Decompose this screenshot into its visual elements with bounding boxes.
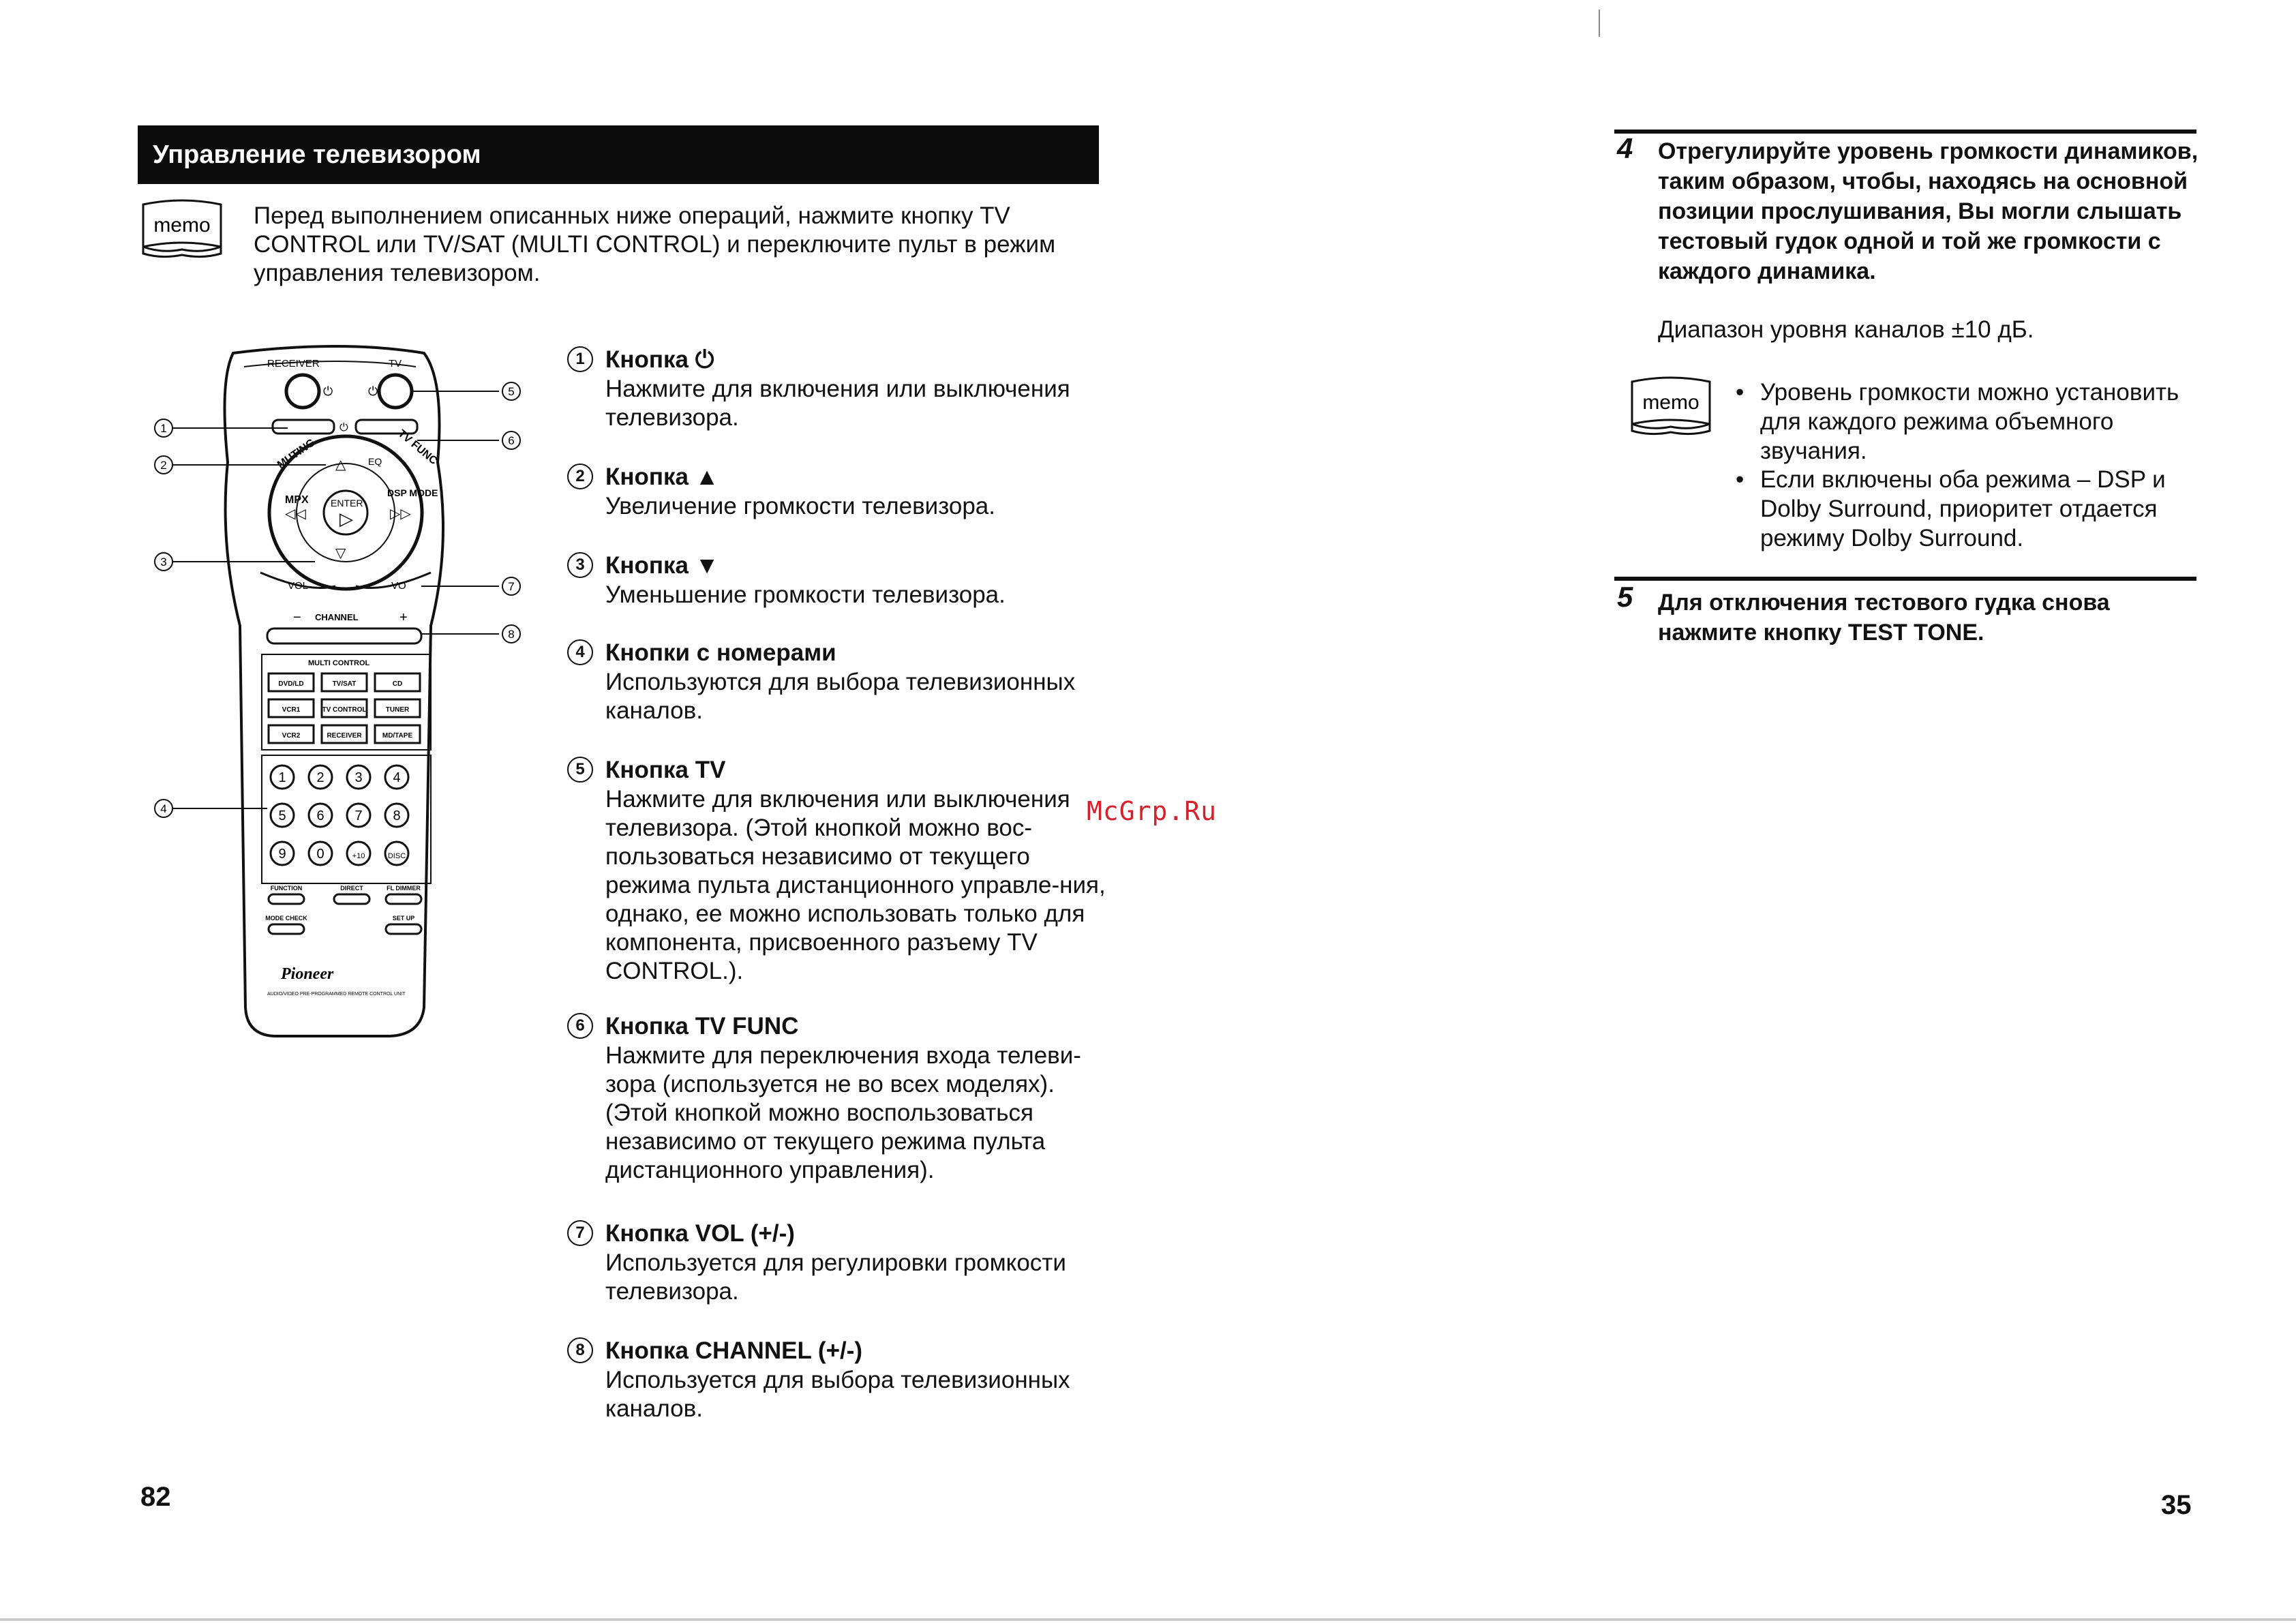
function-button[interactable] [269, 885, 304, 904]
callout-number: 3 [160, 556, 167, 568]
left-page-number: 82 [140, 1482, 171, 1512]
item-body: Увеличение громкости телевизора. [605, 493, 995, 519]
function-button-label: FUNCTION [270, 885, 303, 892]
callout-marker [502, 431, 520, 449]
item-heading: Кнопка ⏻ [605, 346, 714, 373]
item-number: 5 [567, 757, 593, 783]
callout-number: 5 [508, 385, 515, 398]
item-body: Используются для выбора телевизионных каналов. [605, 669, 1076, 724]
remote-subtitle: AUDIO/VIDEO PRE-PROGRAMMED REMOTE CONTROL UNIT [267, 992, 406, 997]
eq-label: EQ [368, 456, 382, 467]
callout-marker [155, 800, 172, 817]
item-body: Нажмите для переключения входа телеви-зора (используется не во всех моделях). (Этой кнопкой можно воспользоваться независимо от текущего режима пульта дистанционного управления). [605, 1042, 1081, 1183]
item-body: Нажмите для включения или выключения телевизора. (Этой кнопкой можно вос-пользоваться независимо от текущего режима пульта дистанционного управле-ния, однако, ее можно использовать только для компонента, присвоенного разъему TV CONTROL.). [605, 786, 1106, 984]
item-7 [567, 1219, 1113, 1306]
function-buttons [265, 885, 421, 934]
item-3 [567, 551, 1113, 609]
muting-label: MUTING [275, 436, 318, 471]
item-heading: Кнопки с номерами [605, 639, 836, 666]
callout-number: 2 [160, 459, 167, 472]
bottom-edge [0, 1618, 2296, 1621]
callout-marker [155, 419, 172, 437]
step4-body: Диапазон уровня каналов ±10 дБ. [1658, 316, 2034, 343]
svg-text:⏻: ⏻ [368, 384, 378, 399]
callout-number: 4 [160, 802, 167, 815]
function-button-label: DIRECT [340, 885, 363, 892]
item-2 [567, 462, 1113, 521]
item-body: Нажмите для включения или выключения телевизора. [605, 376, 1070, 431]
step5-heading: Для отключения тестового гудка снова нажмите кнопку TEST TONE. [1658, 590, 2110, 646]
number-button-label: 4 [393, 770, 401, 785]
function-button[interactable] [386, 915, 421, 934]
function-button-label: FL DIMMER [387, 885, 421, 892]
item-heading: Кнопка CHANNEL (+/-) [605, 1337, 863, 1364]
fold-mark [1599, 10, 1600, 37]
item-heading: Кнопка ▼ [605, 552, 719, 579]
item-number: 3 [567, 552, 593, 578]
svg-text:△: △ [335, 457, 346, 472]
item-1 [567, 345, 1113, 432]
memo-bullet-2: • Если включены оба режима – DSP и Dolby Surround, приоритет отдается режиму Dolby Surround. [1736, 465, 2199, 553]
svg-text:▷▷: ▷▷ [390, 506, 411, 521]
step4-rule [1614, 130, 2196, 134]
number-button-label: 3 [354, 770, 363, 785]
item-8 [567, 1336, 1113, 1423]
function-button-label: MODE CHECK [265, 915, 307, 922]
item-number: 7 [567, 1220, 593, 1246]
item-body: Используется для регулировки громкости телевизора. [605, 1249, 1066, 1305]
number-button-label: 8 [393, 808, 401, 823]
item-heading: Кнопка ▲ [605, 464, 719, 490]
callout-marker [502, 625, 520, 643]
item-body: Уменьшение громкости телевизора. [605, 581, 1006, 608]
source-button-label: MD/TAPE [382, 732, 413, 740]
item-4 [567, 638, 1113, 725]
mpx-label: MPX [285, 494, 309, 506]
item-5 [567, 755, 1113, 986]
callout-lines [151, 339, 547, 858]
memo-text: Перед выполнением описанных ниже операций, нажмите кнопку TV CONTROL или TV/SAT (MULTI CONTROL) и переключите пульт в режим управления телевизором. [254, 202, 1056, 286]
vol-label: VOL [288, 580, 309, 592]
memo-bullet-text: Если включены оба режима – DSP и Dolby Surround, приоритет отдается режиму Dolby Surround. [1760, 466, 2166, 551]
item-body: Используется для выбора телевизионных каналов. [605, 1367, 1070, 1422]
callout-marker [502, 577, 520, 595]
svg-text:▽: ▽ [335, 546, 346, 561]
source-button-label: TUNER [385, 706, 410, 714]
number-button-label: 2 [316, 770, 324, 785]
number-button-label: 1 [278, 770, 286, 785]
callout-number: 8 [508, 628, 515, 641]
function-button-label: SET UP [392, 915, 415, 922]
item-heading: Кнопка VOL (+/-) [605, 1220, 795, 1247]
enter-label: ENTER [331, 498, 363, 509]
memo-label: memo [1642, 391, 1700, 414]
source-button-label: VCR2 [282, 732, 301, 740]
item-number: 8 [567, 1337, 593, 1363]
function-button[interactable] [334, 885, 369, 904]
channel-label: CHANNEL [315, 612, 359, 622]
item-number: 1 [567, 346, 593, 372]
vo-label: VO [391, 580, 406, 592]
callout-marker [155, 456, 172, 474]
item-heading: Кнопка TV FUNC [605, 1013, 799, 1040]
callout-number: 7 [508, 580, 515, 593]
callout-marker [502, 382, 520, 400]
function-button[interactable] [386, 885, 421, 904]
multi-control-label: MULTI CONTROL [308, 659, 370, 667]
number-button-label: 6 [316, 808, 324, 823]
dsp-mode-label: DSP MODE [387, 487, 438, 498]
source-button-label: DVD/LD [278, 680, 304, 688]
brand-logo: Pioneer [281, 965, 334, 983]
number-button-label: 0 [316, 847, 324, 862]
number-button-label: 5 [278, 808, 286, 823]
source-button-label: TV/SAT [332, 680, 357, 688]
tv-func-label: TV FUNC [395, 427, 440, 468]
memo-bullet-1: • Уровень громкости можно установить для каждого режима объемного звучания. [1736, 378, 2199, 466]
section-title: Управление телевизором [138, 125, 1099, 184]
svg-text:+: + [399, 610, 408, 625]
function-button[interactable] [265, 915, 307, 934]
receiver-label: RECEIVER [267, 358, 320, 369]
source-button-label: TV CONTROL [322, 706, 367, 714]
item-number: 4 [567, 639, 593, 665]
svg-text:◁◁: ◁◁ [285, 506, 306, 521]
number-button-label: DISC [387, 852, 406, 860]
source-button-label: VCR1 [282, 706, 301, 714]
item-number: 2 [567, 464, 593, 489]
callout-number: 1 [160, 422, 167, 435]
watermark: McGrp.Ru [1087, 796, 1218, 826]
memo-bullet-text: Уровень громкости можно установить для каждого режима объемного звучания. [1760, 379, 2179, 464]
number-button-label: 9 [278, 847, 286, 862]
memo-icon-right [1627, 376, 1715, 440]
step4-number: 4 [1617, 132, 1633, 164]
svg-text:−: − [293, 610, 301, 625]
svg-text:⏻: ⏻ [339, 421, 348, 434]
item-6 [567, 1012, 1113, 1185]
item-heading: Кнопка TV [605, 757, 726, 783]
step5-number: 5 [1617, 581, 1633, 613]
step5-rule [1614, 577, 2196, 581]
memo-icon [138, 199, 226, 262]
callout-marker [155, 553, 172, 571]
tv-label: TV [389, 358, 402, 369]
number-button-label: 7 [354, 808, 363, 823]
source-button-label: CD [392, 680, 403, 688]
svg-text:⏻: ⏻ [323, 384, 333, 399]
memo-label: memo [153, 214, 211, 237]
source-button-label: RECEIVER [327, 732, 362, 740]
step4-heading: Отрегулируйте уровень громкости динамиков, таким образом, чтобы, находясь на основной позиции прослушивания, Вы могли слышать тестовый гудок одной и той же громкости с каждого динамика. [1658, 138, 2199, 284]
number-button-label: +10 [352, 852, 365, 860]
svg-text:▷: ▷ [339, 509, 353, 529]
callout-number: 6 [508, 434, 515, 447]
right-page-number: 35 [2161, 1490, 2192, 1520]
item-number: 6 [567, 1013, 593, 1039]
